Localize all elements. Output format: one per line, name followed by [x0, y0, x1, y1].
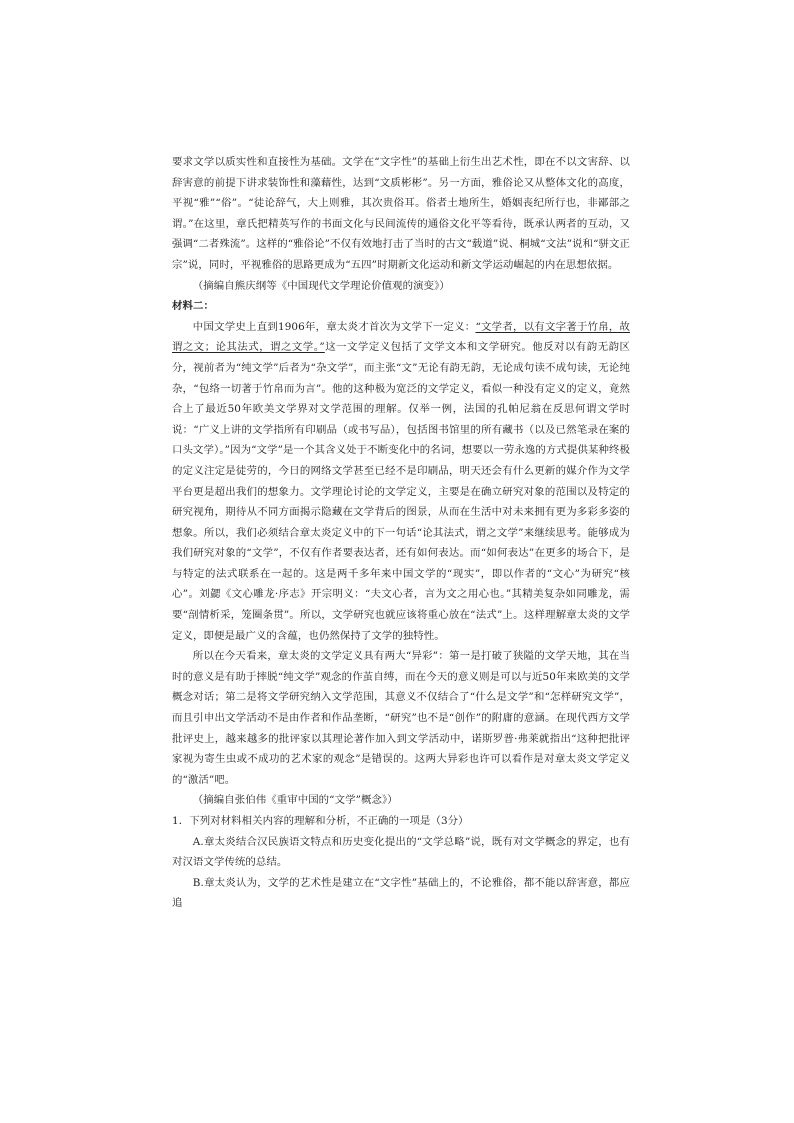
material2-label: 材料二： [172, 300, 214, 313]
question1-option-b: B.章太炎认为，文学的艺术性是建立在“文字性”基础上的，不论雅俗，都不能以辞害意，都应追 [172, 876, 630, 910]
material1-source: （摘编自熊庆纲等《中国现代文学理论价值观的演变》） [192, 279, 450, 292]
material1-tail-paragraph: 要求文学以质实性和直接性为基础。文学在“文字性”的基础上衍生出艺术性，即在不以文害辞、以辞害意的前提下讲求装饰性和藻藉性，达到“文质彬彬”。另一方面，雅俗论又从整体文化的高度，平视“雅”“俗”。“徒论辞气，大上则雅，其次贵俗耳。俗者土地所生，婚姻丧纪所行也，非鄙部之谓。”在这里，章氏把精英写作的书面文化与民间流传的通俗文化平等看待，既承认两者的互动，又强调“二者殊流”。这样的“雅俗论”不仅有效地打击了当时的古文“载道”说、桐城“文法”说和“骈文正宗”说，同时，平视雅俗的思路更成为“五四”时期新文化运动和新文学运动崛起的内在思想依据。 [172, 156, 630, 271]
question1-stem: 1．下列对材料相关内容的理解和分析，不正确的一项是（3分） [172, 815, 469, 827]
document-page [172, 152, 630, 914]
material2-source: （摘编自张伯伟《重审中国的“文学”概念》） [192, 794, 398, 807]
material2-paragraph-2: 所以在今天看来，章太炎的文学定义具有两大“异彩”：第一是打破了狭隘的文学天地，其在当时的意义是有助于摔脱“纯文学”观念的作茧自缚，而在今天的意义则是可以与近50年来欧美的文学概念对话；第二是将文学研究纳入文学范围，其意义不仅结合了“什么是文学”和“怎样研究文学”，而且引申出文学活动不是由作者和作品垄断，“研究”也不是“创作”的附庸的意涵。在现代西方文学批评史上，越来越多的批评家以其理论著作加入到文学活动中，诺斯罗普·弗莱就指出“这种把批评家视为寄生虫或不成功的艺术家的观念”是错误的。这两大异彩也许可以看作是对章太炎文学定义的“激活”吧。 [172, 650, 630, 786]
material2-p1-after: 这一文学定义包括了文学文本和文学研究。他反对以有韵无韵区分，视前者为“纯文学”后者为“杂文学”，而主张“文”无论有韵无韵，无论成句读不成句读，无论纯杂，“包络一切著于竹帛而为言”。他的这种极为宽泛的文学定义，看似一种没有定义的定义，竟然合上了最近50年欧美文学界对文学范围的理解。仅举一例，法国的孔帕尼翁在反思何谓文学时说：“广义上讲的文学指所有印刷品（或书写品），包括图书馆里的所有藏书（以及已然笔录在案的口头文学）。”因为“文学”是一个其含义处于不断变化中的名词，想要以一劳永逸的方式提供某种终极的定义注定是徒劳的，今日的网络文学甚至已经不是印刷品，明天还会有什么更新的媒介作为文学平台更是超出我们的想象力。文学理论讨论的文学定义，主要是在确立研究对象的范围以及特定的研究视角，期待从不同方面揭示隐藏在文学背后的图景，从而在生活中对未来拥有更为多彩多姿的想象。所以，我们必须结合章太炎定义中的下一句话“论其法式，谓之文学”来继续思考。能够成为我们研究对象的“文学”，不仅有作者要表达者，还有如何表达。而“如何表达”在更多的场合下，是与特定的法式联系在一起的。这是两千多年来中国文学的“现实”，即以作者的“文心”为研究“核心”。刘勰《文心雕龙·序志》开宗明义：“夫文心者，言为文之用心也。”其精美复杂如同雕龙，需要“剖情析采，笼圈条贯”。所以，文学研究也就应该将重心放在“法式”上。这样理解章太炎的文学定义，即便是最广义的含蕴，也仍然保持了文学的独特性。 [172, 341, 630, 642]
material2-p1-before: 中国文学史上直到1906年，章太炎才首次为文学下一定义： [192, 320, 476, 333]
question1-option-a: A.章太炎结合汉民族语文特点和历史变化提出的“文学总略”说，既有对文学概念的界定，也有对汉语文学传统的总结。 [172, 835, 630, 869]
material2-paragraph-1 [172, 317, 630, 647]
material2-p1-underlined: “文学者，以有文字著于竹帛，故谓之文；论其法式，谓之文学。” [172, 320, 630, 354]
